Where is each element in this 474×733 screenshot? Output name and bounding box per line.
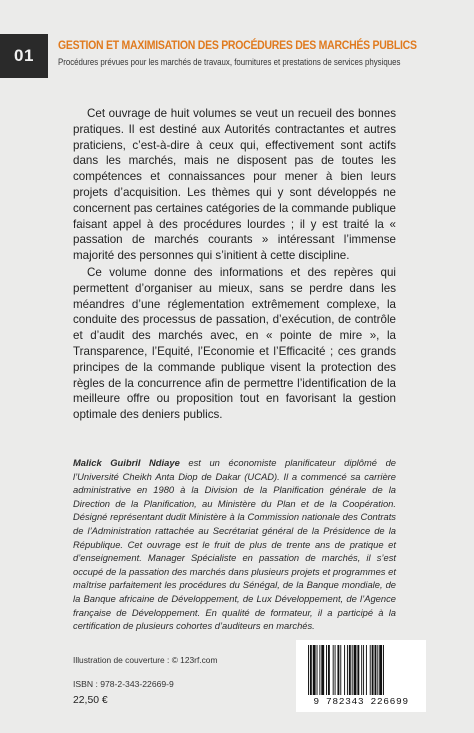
blurb-paragraph-2: Ce volume donne des informations et des repères qui permettent d’organiser au mieux, sans se perdre dans les méandres d’une réglementation extrêmement complexe, la conduite des processus de passation, d’exécution, de contrôle et d’audit des marchés avec, en « pointe de mire », la Transparence, l’Equité, l’Economie et l’Efficacité ; ces grands principes de la commande publique visent la protection des règles de la concurrence afin de permettre l’identification de la meilleure offre ou proposition tout en favorisant la gestion optimale des deniers publics. [73,266,396,422]
barcode-bar [319,645,320,695]
author-name: Malick Guibril Ndiaye [73,457,180,468]
barcode-bar [317,645,318,695]
barcode-bar [308,645,309,695]
barcode-bar [357,645,359,695]
barcode-bar [370,645,371,695]
barcode-bar [375,645,377,695]
barcode-bar [335,645,336,695]
series-subtitle: Procédures prévues pour les marchés de travaux, fournitures et prestations de services physiques [58,57,401,68]
book-price: 22,50 € [73,695,108,706]
barcode-bar [333,645,334,695]
barcode-bar [347,645,348,695]
isbn-barcode [296,640,426,712]
author-bio [73,456,396,633]
barcode-bar [344,645,345,695]
barcode-bar [321,645,324,695]
barcode-bar [372,645,374,695]
barcode-bar [363,645,364,695]
barcode-bar [352,645,353,695]
barcode-bar [383,645,384,695]
barcode-icon [296,640,426,698]
barcode-bar [328,645,330,695]
volume-number-badge: 01 [0,34,48,78]
series-header [0,34,474,78]
barcode-bar [361,645,362,695]
barcode-bar [310,645,312,695]
barcode-bar [349,645,351,695]
cover-illustration-credit: Illustration de couverture : © 123rf.com [73,655,218,665]
barcode-bar [379,645,382,695]
blurb-paragraph-1: Cet ouvrage de huit volumes se veut un recueil des bonnes pratiques. Il est destiné aux Autorités contractantes et autres praticiens, c’est-à-dire à ceux qui, effectivement sont actifs dans les marchés, mais ne disposent pas de toutes les compétences et connaissances pour mener à bien leurs projets d’acquisition. Les thèmes qui y sont développés ne concernent pas certaines catégories de la commande publique faisant appel à des procédures lourdes ; il y est traité la « passation de marchés courants » intéressant l’immense majorité des personnes qui s’initient à cette discipline. [73,107,396,263]
isbn-number: ISBN : 978-2-343-22669-9 [73,679,174,689]
barcode-bar [340,645,341,695]
series-title: GESTION ET MAXIMISATION DES PROCÉDURES DES MARCHÉS PUBLICS [58,38,417,52]
author-bio-text: est un économiste planificateur diplômé de l’Université Cheikh Anta Diop de Dakar (UCAD). Il a commencé sa carrière administrative en 1980 à la Division de la Planification générale de la Direction de la Planification, au Ministère du Plan et de la Coopération. Désigné représentant dudit Ministère à la Commission nationale des Contrats de l’Administration rattachée au Secrétariat général de la Présidence de la République. Cet ouvrage est le fruit de plus de trente ans de pratique et d’enseignement. Manager Spécialiste en passation de marchés, il s’est occupé de la passation des marchés dans plusieurs projets et programmes et maîtrise parfaitement les procédures du Sénégal, de la Banque mondiale, de la Banque africaine de Développement, de Lux Développement, de l’Agence française de Développement. En qualité de formateur, il a participé à la certification de plusieurs cohortes d’auditeurs en marchés. [73,457,396,632]
barcode-bar [377,645,378,695]
barcode-bar [313,645,316,695]
barcode-bar [337,645,339,695]
barcode-bar [366,645,367,695]
barcode-bar [354,645,357,695]
barcode-digits: 9 782343 226699 [313,696,409,707]
barcode-bar [326,645,327,695]
